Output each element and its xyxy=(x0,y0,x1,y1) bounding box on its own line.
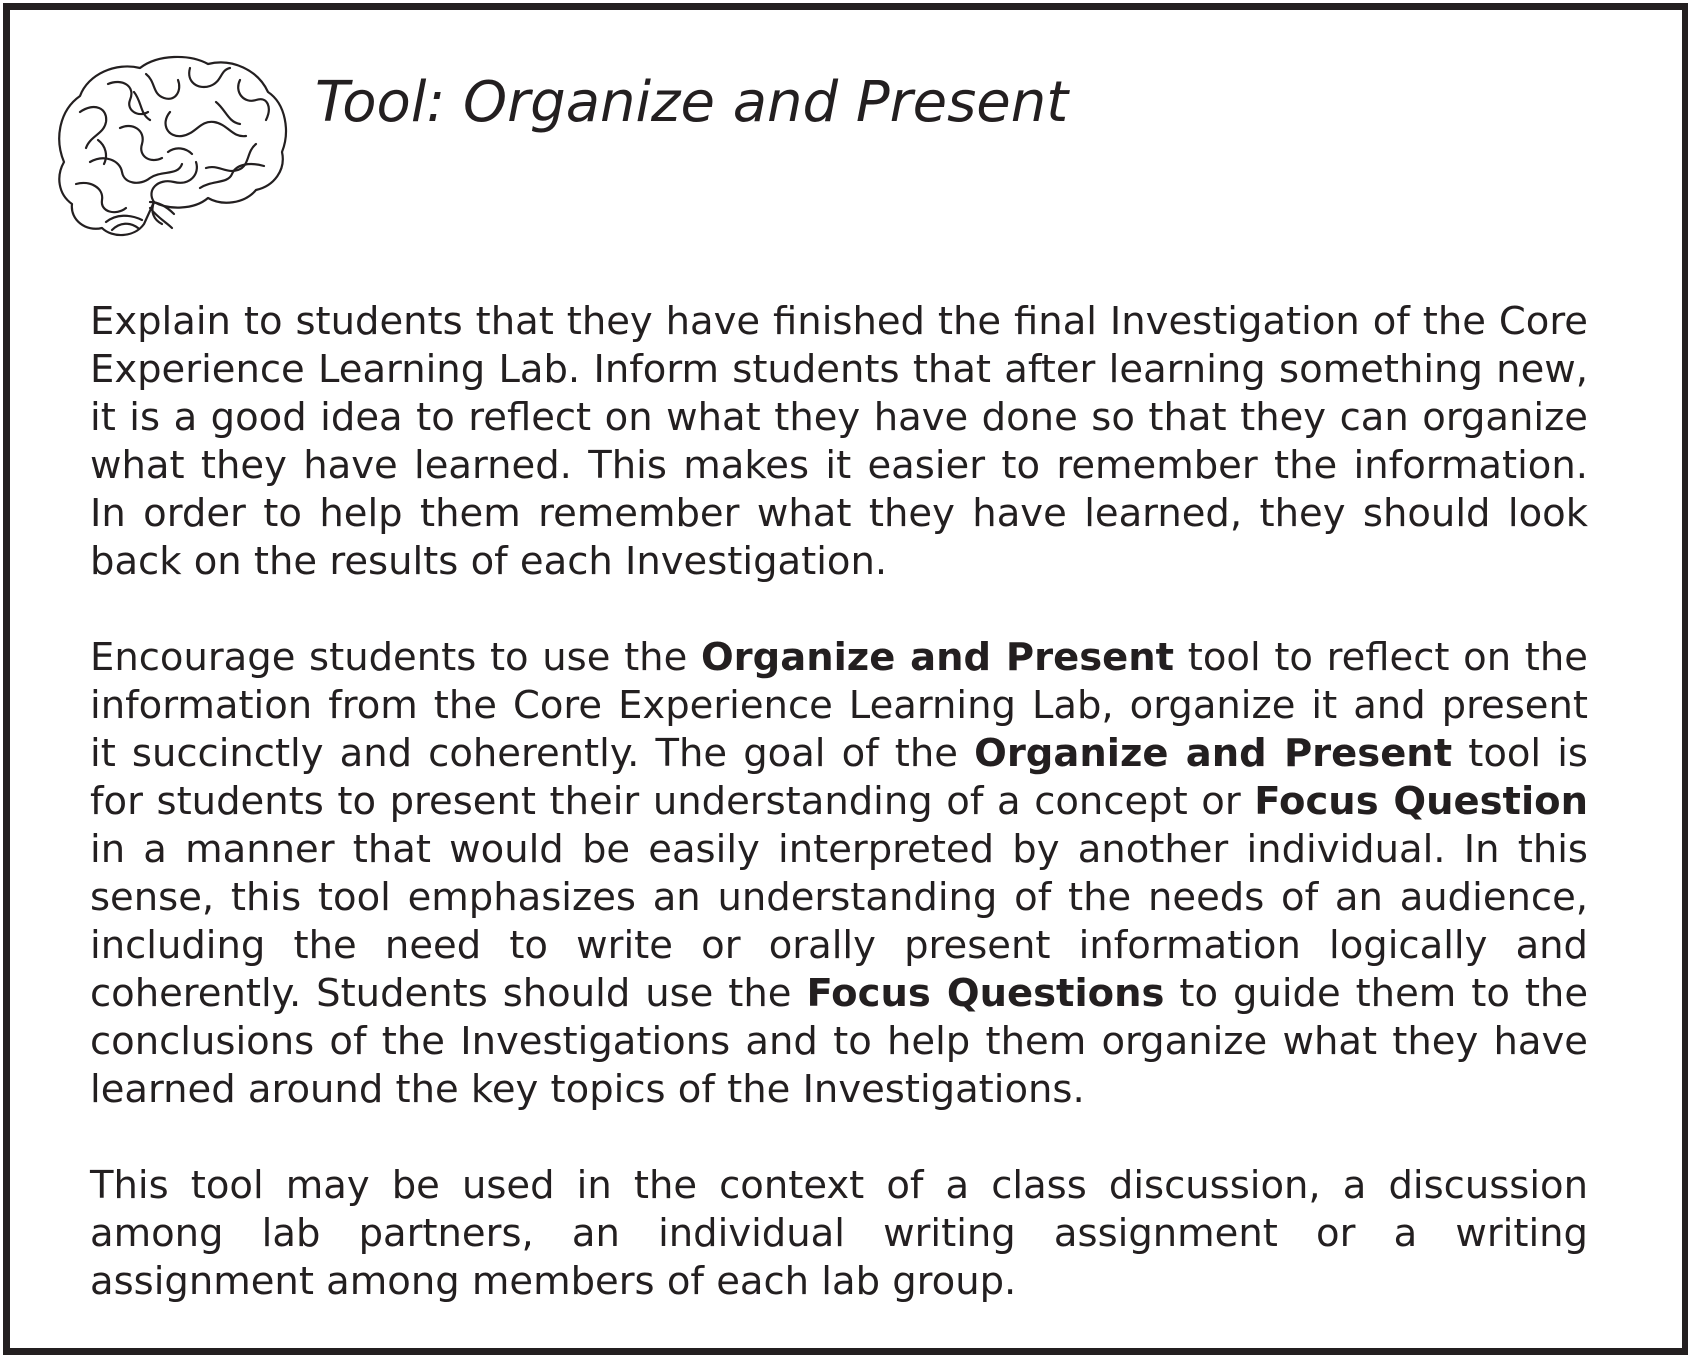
text-segment: in a manner that would be easily interpreted by another individual. In this sense, this tool emphasizes an understanding of the needs of an audience, including the need to write or orally present information logically and coherently. Students should use the xyxy=(90,827,1588,1016)
paragraph-context xyxy=(90,1162,1588,1306)
paragraph-organize-present xyxy=(90,634,1588,1114)
text-segment: Encourage students to use the xyxy=(90,635,701,680)
text-segment: Explain to students that they have finished the final Investigation of the Core Experience Learning Lab. Inform students that after learning something new, it is a good idea to reflect on what they have done so that they can organize what they have learned. This makes it easier to remember the information. In order to help them remember what they have learned, they should look back on the results of each Investigation. xyxy=(90,299,1588,584)
brain-icon xyxy=(50,52,290,242)
document-frame xyxy=(3,3,1688,1355)
document-body xyxy=(90,298,1588,1306)
text-segment: This tool may be used in the context of a class discussion, a discussion among lab partners, an individual writing assignment or a writing assignment among members of each lab group. xyxy=(90,1163,1588,1304)
page-title: Tool: Organize and Present xyxy=(315,70,1069,135)
text-segment: tool to reflect on the information from the Core Experience Learning Lab, organize it and present it succinctly and coherently. The goal of the xyxy=(90,635,1588,776)
paragraph-intro xyxy=(90,298,1588,586)
bold-term: Organize and Present xyxy=(974,731,1453,776)
text-segment: tool is for students to present their understanding of a concept or xyxy=(90,731,1588,824)
bold-term: Focus Question xyxy=(1254,779,1588,824)
text-segment: to guide them to the conclusions of the Investigations and to help them organize what they have learned around the key topics of the Investigations. xyxy=(90,971,1589,1112)
bold-term: Organize and Present xyxy=(700,635,1175,680)
bold-term: Focus Questions xyxy=(806,971,1165,1016)
